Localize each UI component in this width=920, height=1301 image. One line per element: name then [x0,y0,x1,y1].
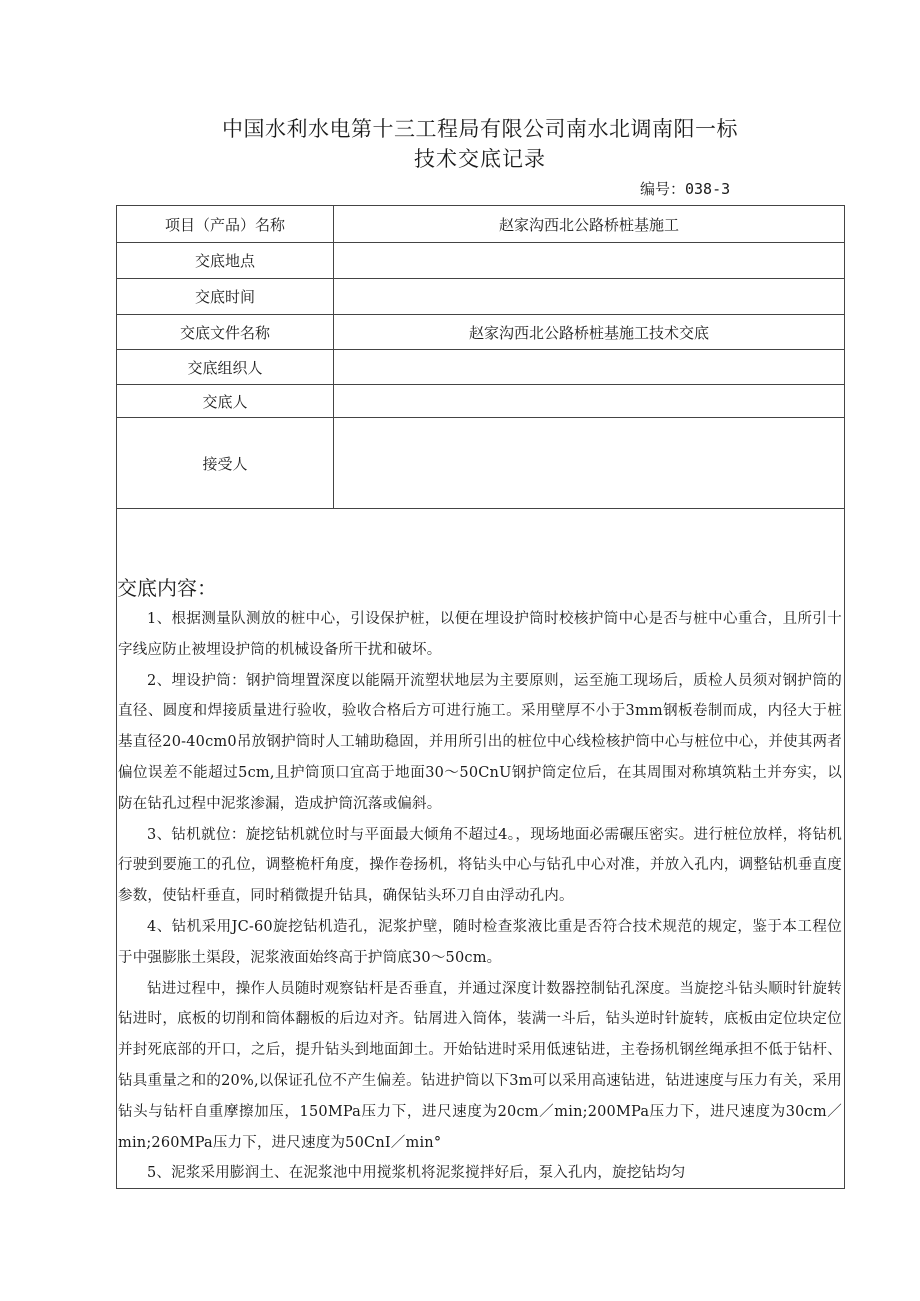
row-value [334,385,845,418]
doc-number: 编号：038-3 [640,180,731,198]
table-row [117,243,845,279]
table-row [117,206,845,243]
paragraph: 钻进过程中，操作人员随时观察钻杆是否垂直，并通过深度计数器控制钻孔深度。当旋挖斗钻头顺时针旋转钻进时，底板的切削和筒体翻板的后边对齐。钻屑进入筒体，装满一斗后，钻头逆时针旋转，底板由定位块定位并封死底部的开口，之后，提升钻头到地面卸土。开始钻进时采用低速钻进，主卷扬机钢丝绳承担不低于钻杆、钻具重量之和的20%,以保证孔位不产生偏差。钻进护筒以下3m可以采用高速钻进，钻进速度与压力有关，采用钻头与钻杆自重摩擦加压，150MPa压力下，进尺速度为20cm／min;200MPa压力下，进尺速度为30cm／min;260MPa压力下，进尺速度为50CnI／min° [118,980,842,1151]
row-label: 交底文件名称 [117,315,334,350]
doc-title: 技术交底记录 [414,147,546,171]
row-value: 赵家沟西北公路桥桩基施工技术交底 [334,315,845,350]
table-row [117,385,845,418]
content-section [116,508,845,1189]
table-row [117,418,845,509]
paragraph: 2、埋设护筒：钢护筒埋置深度以能隔开流塑状地层为主要原则，运至施工现场后，质检人员须对钢护筒的直径、圆度和焊接质量进行验收，验收合格后方可进行施工。采用壁厚不小于3mm钢板卷制而成，内径大于桩基直径20-40cm0吊放钢护筒时人工辅助稳固，并用所引出的桩位中心线检核护筒中心与桩位中心，并使其两者偏位误差不能超过5cm,且护筒顶口宜高于地面30～50CnU钢护筒定位后，在其周围对称填筑粘土并夯实，以防在钻孔过程中泥浆渗漏，造成护筒沉落或偏斜。 [118,672,842,812]
content-body [118,604,842,1189]
paragraph: 3、钻机就位：旋挖钻机就位时与平面最大倾角不超过4。，现场地面必需碾压密实。进行桩位放样，将钻机行驶到要施工的孔位，调整桅杆角度，操作卷扬机，将钻头中心与钻孔中心对准，并放入孔内，调整钻机垂直度参数，使钻杆垂直，同时稍微提升钻具，确保钻头环刀自由浮动孔内。 [118,826,842,905]
row-value [334,279,845,315]
row-label: 交底人 [117,385,334,418]
paragraph: 1、根据测量队测放的桩中心，引设保护桩，以便在埋设护筒时校核护筒中心是否与桩中心重合，且所引十字线应防止被埋设护筒的机械设备所干扰和破坏。 [118,611,842,658]
table-row [117,315,845,350]
row-label: 项目（产品）名称 [117,206,334,243]
paragraph: 5、泥浆采用膨润土、在泥浆池中用搅浆机将泥浆搅拌好后，泵入孔内，旋挖钻均匀 [147,1165,686,1182]
table-row [117,279,845,315]
paragraph: 4、钻机采用JC-60旋挖钻机造孔，泥浆护壁，随时检查浆液比重是否符合技术规范的规定，鉴于本工程位于中强膨胀土渠段，泥浆液面始终高于护筒底30～50cm。 [118,918,842,966]
row-value [334,418,845,509]
row-label: 接受人 [117,418,334,509]
row-value [334,350,845,385]
table-row [117,350,845,385]
row-label: 交底地点 [117,243,334,279]
row-label: 交底时间 [117,279,334,315]
info-table [116,205,845,509]
content-heading: 交底内容： [117,576,217,600]
org-title: 中国水利水电第十三工程局有限公司南水北调南阳一标 [222,117,738,141]
row-value [334,243,845,279]
row-value: 赵家沟西北公路桥桩基施工 [334,206,845,243]
row-label: 交底组织人 [117,350,334,385]
